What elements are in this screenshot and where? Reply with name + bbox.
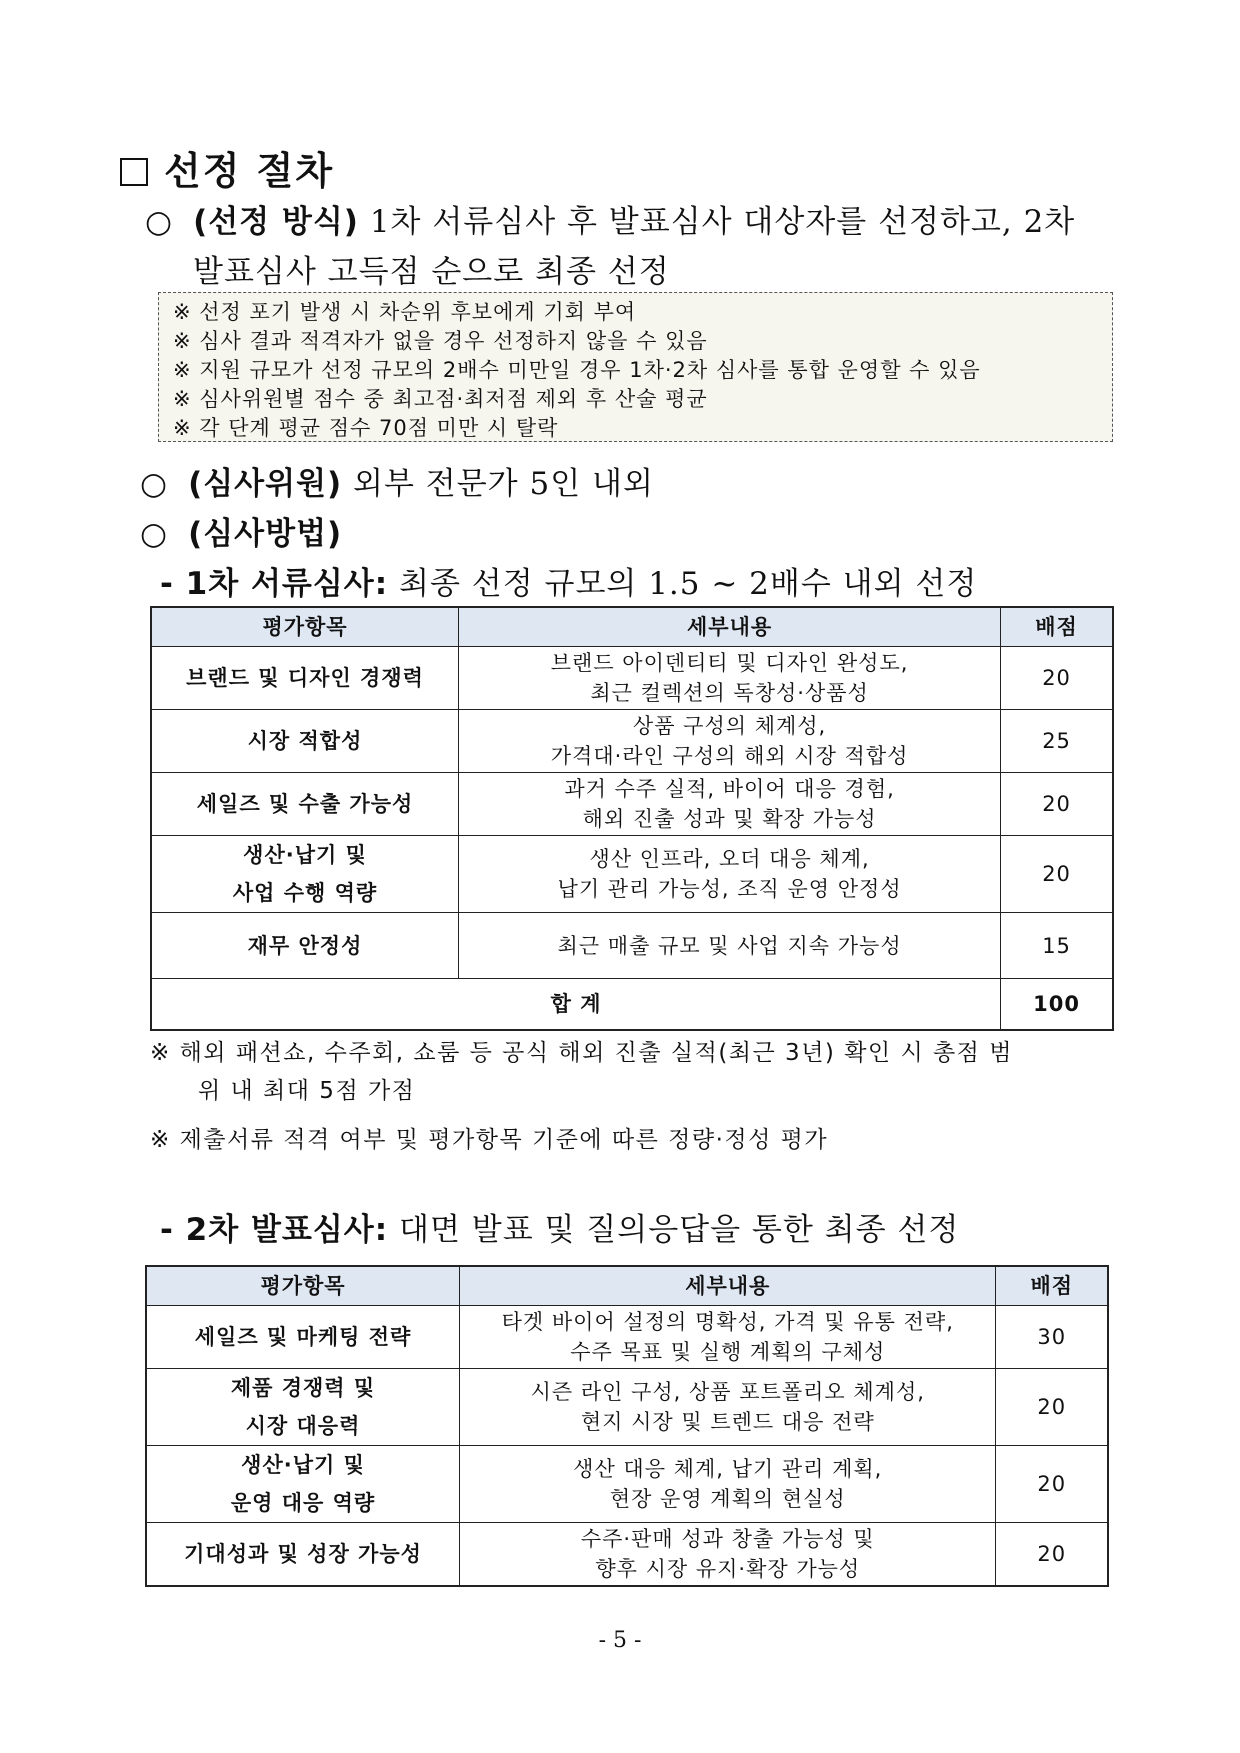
- table-header-row: [151, 607, 1113, 647]
- stage2-label: - 2차 발표심사:: [160, 1212, 389, 1248]
- table-row: [151, 913, 1113, 979]
- table-row: [146, 1446, 1108, 1523]
- remark-1-line-2: 위 내 최대 5점 가점: [198, 1078, 416, 1104]
- row-item: 생산·납기 및 운영 대응 역량: [146, 1446, 460, 1523]
- remark-2: ※ 제출서류 적격 여부 및 평가항목 기준에 따른 정량·정성 평가: [150, 1127, 829, 1153]
- row-detail: 생산 대응 체계, 납기 관리 계획, 현장 운영 계획의 현실성: [460, 1446, 996, 1523]
- row-detail: 최근 매출 규모 및 사업 지속 가능성: [459, 913, 1001, 979]
- table-row: [146, 1523, 1108, 1586]
- header-score: 배점: [996, 1266, 1108, 1306]
- row-score: 25: [1001, 710, 1113, 773]
- stage2-text: 대면 발표 및 질의응답을 통한 최종 선정: [388, 1212, 960, 1248]
- row-item: 제품 경쟁력 및 시장 대응력: [146, 1369, 460, 1446]
- table-row: [146, 1369, 1108, 1446]
- row-detail: 상품 구성의 체계성, 가격대·라인 구성의 해외 시장 적합성: [459, 710, 1001, 773]
- table-row: [151, 647, 1113, 710]
- row-detail: 브랜드 아이덴티티 및 디자인 완성도, 최근 컬렉션의 독창성·상품성: [459, 647, 1001, 710]
- table-row: [151, 710, 1113, 773]
- row-item: 브랜드 및 디자인 경쟁력: [151, 647, 459, 710]
- row-score: 20: [996, 1446, 1108, 1523]
- header-item: 평가항목: [146, 1266, 460, 1306]
- row-score: 15: [1001, 913, 1113, 979]
- method-label: (선정 방식): [193, 204, 359, 240]
- row-item: 생산·납기 및 사업 수행 역량: [151, 836, 459, 913]
- note-item: ※ 지원 규모가 선정 규모의 2배수 미만일 경우 1차·2차 심사를 통합 운영할 수 있음: [173, 358, 981, 382]
- row-detail: 생산 인프라, 오더 대응 체계, 납기 관리 가능성, 조직 운영 안정성: [459, 836, 1001, 913]
- header-score: 배점: [1001, 607, 1113, 647]
- row-score: 20: [1001, 647, 1113, 710]
- table-header-row: [146, 1266, 1108, 1306]
- table-total-row: [151, 979, 1113, 1031]
- stage1-table: [150, 606, 1114, 1031]
- row-detail: 시즌 라인 구성, 상품 포트폴리오 체계성, 현지 시장 및 트렌드 대응 전략: [460, 1369, 996, 1446]
- row-score: 20: [996, 1369, 1108, 1446]
- row-detail: 과거 수주 실적, 바이어 대응 경험, 해외 진출 성과 및 확장 가능성: [459, 773, 1001, 836]
- row-detail: 타겟 바이어 설정의 명확성, 가격 및 유통 전략, 수주 목표 및 실행 계획의 구체성: [460, 1306, 996, 1369]
- note-item: ※ 각 단계 평균 점수 70점 미만 시 탈락: [173, 416, 559, 440]
- table-row: [146, 1306, 1108, 1369]
- method-line-2: 발표심사 고득점 순으로 최종 선정: [193, 254, 670, 290]
- header-detail: 세부내용: [460, 1266, 996, 1306]
- circle-bullet-icon: ○: [140, 516, 169, 552]
- header-item: 평가항목: [151, 607, 459, 647]
- row-item: 세일즈 및 수출 가능성: [151, 773, 459, 836]
- row-detail: 수주·판매 성과 창출 가능성 및 향후 시장 유지·확장 가능성: [460, 1523, 996, 1586]
- remark-1-line-1: ※ 해외 패션쇼, 수주회, 쇼룸 등 공식 해외 진출 실적(최근 3년) 확인 시 총점 범: [150, 1040, 1013, 1066]
- note-item: ※ 심사 결과 적격자가 없을 경우 선정하지 않을 수 있음: [173, 329, 708, 353]
- checkbox-square-icon: [120, 158, 148, 186]
- row-item: 세일즈 및 마케팅 전략: [146, 1306, 460, 1369]
- method-text-1: 1차 서류심사 후 발표심사 대상자를 선정하고, 2차: [358, 204, 1076, 240]
- row-item: 재무 안정성: [151, 913, 459, 979]
- note-item: ※ 선정 포기 발생 시 차순위 후보에게 기회 부여: [173, 300, 637, 324]
- total-label: 합 계: [151, 979, 1001, 1031]
- judges-line: [140, 458, 654, 503]
- row-score: 30: [996, 1306, 1108, 1369]
- row-score: 20: [1001, 836, 1113, 913]
- stage1-text: 최종 선정 규모의 1.5 ~ 2배수 내외 선정: [388, 566, 978, 602]
- row-score: 20: [1001, 773, 1113, 836]
- notes-box: [158, 292, 1113, 442]
- stage2-table: [145, 1265, 1109, 1587]
- table-row: [151, 836, 1113, 913]
- page-number: - 5 -: [598, 1628, 642, 1653]
- circle-bullet-icon: ○: [140, 466, 169, 502]
- judges-text: 외부 전문가 5인 내외: [342, 466, 654, 502]
- stage1-heading: [160, 558, 977, 603]
- section-title-text: 선정 절차: [164, 149, 335, 193]
- stage2-heading: [160, 1204, 959, 1249]
- section-title: [120, 140, 334, 195]
- judges-label: (심사위원): [188, 466, 343, 502]
- review-method-line: [140, 508, 342, 553]
- review-method-label: (심사방법): [188, 516, 343, 552]
- method-line: [145, 196, 1075, 241]
- total-score: 100: [1001, 979, 1113, 1031]
- stage1-label: - 1차 서류심사:: [160, 566, 389, 602]
- header-detail: 세부내용: [459, 607, 1001, 647]
- row-item: 기대성과 및 성장 가능성: [146, 1523, 460, 1586]
- row-item: 시장 적합성: [151, 710, 459, 773]
- circle-bullet-icon: ○: [145, 204, 174, 240]
- table-row: [151, 773, 1113, 836]
- row-score: 20: [996, 1523, 1108, 1586]
- note-item: ※ 심사위원별 점수 중 최고점·최저점 제외 후 산술 평균: [173, 387, 708, 411]
